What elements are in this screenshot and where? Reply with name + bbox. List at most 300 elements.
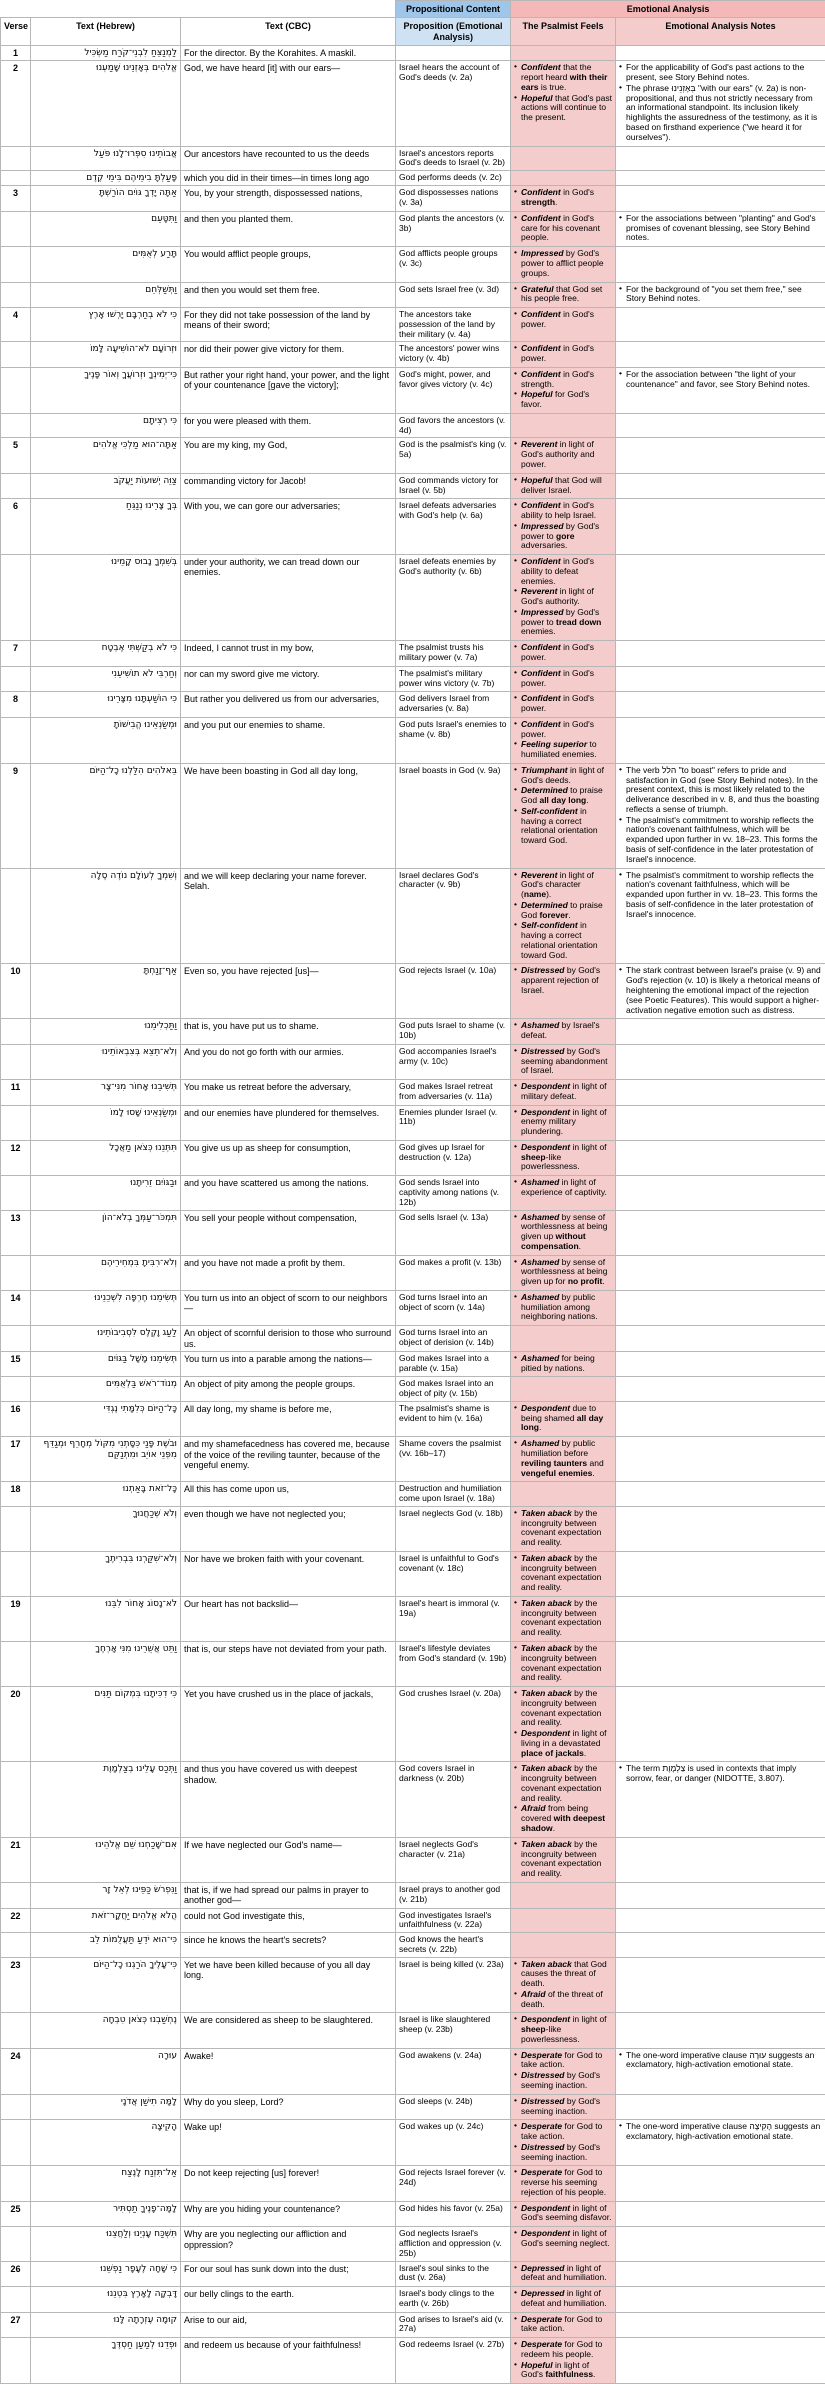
psalmist-feels-cell [511, 2338, 616, 2384]
table-row [1, 763, 825, 868]
proposition-text: God is the psalmist's king (v. 5a) [396, 438, 511, 473]
feeling-item: • Confident in God's care for his covenant people. [514, 214, 612, 243]
hebrew-text: מְנוֹד־רֹאשׁ בַּלְאֻמִּים [31, 1377, 181, 1402]
proposition-text: God redeems Israel (v. 27b) [396, 2338, 511, 2384]
verse-number: 5 [1, 438, 31, 473]
proposition-text: Israel is unfaithful to God's covenant (v. 18c) [396, 1551, 511, 1596]
cbc-text: You, by your strength, dispossessed nations, [181, 186, 396, 212]
column-header-notes: Emotional Analysis Notes [616, 18, 825, 46]
proposition-text: Shame covers the psalmist (vv. 16b–17) [396, 1437, 511, 1482]
proposition-text: Israel is being killed (v. 23a) [396, 1957, 511, 2013]
verse-number: 26 [1, 2261, 31, 2287]
column-header-feels: The Psalmist Feels [511, 18, 616, 46]
cbc-text: You turn us into a parable among the nations— [181, 1351, 396, 1377]
proposition-text: God covers Israel in darkness (v. 20b) [396, 1762, 511, 1837]
proposition-text: God investigates Israel's unfaithfulness (v. 22a) [396, 1908, 511, 1933]
table-row [1, 1908, 825, 1933]
emotional-analysis-notes-cell [616, 1837, 825, 1882]
emotional-analysis-notes-cell [616, 2312, 825, 2338]
feeling-item: • Ashamed by sense of worthlessness at being given up without compensation. [514, 1213, 612, 1252]
proposition-text: Israel defeats enemies by God's authority (v. 6b) [396, 555, 511, 641]
emotional-analysis-notes-cell [616, 46, 825, 61]
psalmist-feels-cell [511, 763, 616, 868]
note-item: • The stark contrast between Israel's praise (v. 9) and God's rejection (v. 10) is likely a rhetorical means of heightening the emotional impact of the rejection (see Poetic Features). This would support a higher-activation negative emotion such as distress. [619, 966, 822, 1015]
table-row [1, 1957, 825, 2013]
feeling-item: • Determined to praise God all day long. [514, 786, 612, 806]
feeling-item: • Depressed in light of defeat and humiliation. [514, 2264, 612, 2284]
hebrew-text: כִּי לֹא בְקַשְׁתִּי אֶבְטָח [31, 641, 181, 667]
cbc-text: since he knows the heart's secrets? [181, 1933, 396, 1958]
verse-number [1, 282, 31, 308]
note-item: • For the association between "the light of your countenance" and favor, see Story Behind notes. [619, 370, 822, 390]
hebrew-text: וּבֹשֶׁת פָּנַי כִּסָּתְנִי מִקּוֹל מְחָרֵף וּמְגַדֵּף מִפְּנֵי אוֹיֵב וּמִתְנַקֵּם [31, 1437, 181, 1482]
proposition-text: God plants the ancestors (v. 3b) [396, 211, 511, 246]
psalmist-feels-cell [511, 1837, 616, 1882]
verse-number [1, 342, 31, 368]
cbc-text: and we will keep declaring your name forever. Selah. [181, 868, 396, 964]
verse-number: 14 [1, 1290, 31, 1325]
psalmist-feels-cell [511, 342, 616, 368]
table-row [1, 2227, 825, 2261]
psalmist-feels-cell [511, 1482, 616, 1507]
feeling-item: • Despondent in light of military defeat. [514, 1082, 612, 1102]
table-row [1, 692, 825, 718]
verse-number [1, 2227, 31, 2261]
emotional-analysis-notes-cell [616, 473, 825, 499]
emotional-analysis-notes-cell [616, 2094, 825, 2120]
cbc-text: An object of scornful derision to those who surround us. [181, 1326, 396, 1352]
table-row [1, 1105, 825, 1140]
table-row [1, 2013, 825, 2048]
hebrew-text: לַמְנַצֵּחַ לִבְנֵי־קֹרַח מַשְׂכִּיל [31, 46, 181, 61]
feeling-item: • Ashamed by sense of worthlessness at being given up for no profit. [514, 1258, 612, 1287]
emotional-analysis-notes-cell [616, 367, 825, 413]
emotional-analysis-notes-cell [616, 171, 825, 186]
psalmist-feels-cell [511, 1908, 616, 1933]
feeling-item: • Determined to praise God forever. [514, 901, 612, 921]
feeling-item: • Hopeful that God will deliver Israel. [514, 476, 612, 496]
table-row [1, 1642, 825, 1687]
psalmist-feels-cell [511, 2094, 616, 2120]
hebrew-text: אִם־שָׁכַחְנוּ שֵׁם אֱלֹהֵינוּ [31, 1837, 181, 1882]
feeling-item: • Desperate for God to take action. [514, 2122, 612, 2142]
feeling-item: • Despondent in light of God's seeming disfavor. [514, 2204, 612, 2224]
feeling-item: • Confident in God's power. [514, 669, 612, 689]
psalmist-feels-cell [511, 1506, 616, 1551]
table-row [1, 2120, 825, 2166]
table-row [1, 2166, 825, 2201]
cbc-text: You give us up as sheep for consumption, [181, 1140, 396, 1175]
verse-number [1, 367, 31, 413]
psalmist-feels-cell [511, 2312, 616, 2338]
verse-number [1, 1933, 31, 1958]
header-group-emotional: Emotional Analysis [511, 1, 825, 18]
table-row [1, 1176, 825, 1210]
header-group-blank [1, 1, 396, 18]
psalmist-feels-cell [511, 2261, 616, 2287]
verse-number: 13 [1, 1210, 31, 1255]
proposition-text: Israel neglects God (v. 18b) [396, 1506, 511, 1551]
feeling-item: • Confident in God's power. [514, 344, 612, 364]
note-item: • For the background of "you set them free," see Story Behind notes. [619, 285, 822, 305]
emotional-analysis-notes-cell [616, 1105, 825, 1140]
proposition-text: God arises to Israel's aid (v. 27a) [396, 2312, 511, 2338]
hebrew-text: וַתֵּט אֲשֻׁרֵינוּ מִנִּי אָרְחֶךָ [31, 1642, 181, 1687]
table-header [1, 1, 825, 46]
verse-number [1, 868, 31, 964]
emotional-analysis-notes-cell [616, 342, 825, 368]
hebrew-text: לָמָּה תִישַׁן אֲדֹנָי [31, 2094, 181, 2120]
cbc-text: We are considered as sheep to be slaughtered. [181, 2013, 396, 2048]
psalmist-feels-cell [511, 1437, 616, 1482]
hebrew-text: לַעַג וָקֶלֶס לִסְבִיבוֹתֵינוּ [31, 1326, 181, 1352]
verse-number [1, 247, 31, 282]
psalmist-feels-cell [511, 1290, 616, 1325]
header-group-row [1, 1, 825, 18]
feeling-item: • Ashamed by Israel's defeat. [514, 1021, 612, 1041]
hebrew-text: בֵּאלֹהִים הִלַּלְנוּ כָל־הַיּוֹם [31, 763, 181, 868]
proposition-text: Israel declares God's character (v. 9b) [396, 868, 511, 964]
cbc-text: that is, if we had spread our palms in prayer to another god— [181, 1882, 396, 1908]
emotional-analysis-notes-cell [616, 2227, 825, 2261]
cbc-text: and you put our enemies to shame. [181, 717, 396, 763]
hebrew-text: וַתְּשַׁלְּחֵם [31, 282, 181, 308]
feeling-item: • Distressed by God's seeming inaction. [514, 2143, 612, 2163]
proposition-text: God hides his favor (v. 25a) [396, 2201, 511, 2227]
verse-number: 22 [1, 1908, 31, 1933]
verse-number: 4 [1, 308, 31, 342]
proposition-text: God awakens (v. 24a) [396, 2048, 511, 2094]
table-row [1, 1437, 825, 1482]
emotional-analysis-notes-cell [616, 308, 825, 342]
proposition-text: God sells Israel (v. 13a) [396, 1210, 511, 1255]
hebrew-text: אֲבוֹתֵינוּ סִפְּרוּ־לָנוּ פֹּעַל [31, 146, 181, 171]
feeling-item: • Taken aback by the incongruity between covenant expectation and reality. [514, 1644, 612, 1683]
table-row [1, 964, 825, 1019]
hebrew-text: וַתַּכְלִימֵנוּ [31, 1019, 181, 1045]
feeling-item: • Desperate for God to redeem his people. [514, 2340, 612, 2360]
table-row [1, 1837, 825, 1882]
cbc-text: Indeed, I cannot trust in my bow, [181, 641, 396, 667]
table-row [1, 413, 825, 438]
hebrew-text: קוּמָה עֶזְרָתָה לָּנוּ [31, 2312, 181, 2338]
proposition-text: God afflicts people groups (v. 3c) [396, 247, 511, 282]
feeling-item: • Distressed by God's seeming inaction. [514, 2097, 612, 2117]
hebrew-text: כִּי־עָלֶיךָ הֹרַגְנוּ כָל־הַיּוֹם [31, 1957, 181, 2013]
psalmist-feels-cell [511, 1687, 616, 1762]
hebrew-text: לָמָּה־פָנֶיךָ תַסְתִּיר [31, 2201, 181, 2227]
hebrew-text: וְשִׁמְךָ לְעוֹלָם נוֹדֶה סֶלָה [31, 868, 181, 964]
table-row [1, 2338, 825, 2384]
emotional-analysis-notes-cell [616, 247, 825, 282]
verse-number [1, 666, 31, 692]
hebrew-text: עוּרָה [31, 2048, 181, 2094]
hebrew-text: וּבַגּוֹיִם זֵרִיתָנוּ [31, 1176, 181, 1210]
hebrew-text: וְלֹא שְׁכַחֲנוּךָ [31, 1506, 181, 1551]
verse-number [1, 2094, 31, 2120]
hebrew-text: וְלֹא־שִׁקַּרְנוּ בִּבְרִיתֶךָ [31, 1551, 181, 1596]
cbc-text: and our enemies have plundered for themselves. [181, 1105, 396, 1140]
feeling-item: • Taken aback by the incongruity between covenant expectation and reality. [514, 1554, 612, 1593]
emotional-analysis-notes-cell [616, 413, 825, 438]
proposition-text: Israel's heart is immoral (v. 19a) [396, 1596, 511, 1641]
feeling-item: • Feeling superior to humiliated enemies. [514, 740, 612, 760]
psalmist-feels-cell [511, 692, 616, 718]
emotional-analysis-notes-cell [616, 1290, 825, 1325]
psalmist-feels-cell [511, 1377, 616, 1402]
table-row [1, 666, 825, 692]
proposition-text: God wakes up (v. 24c) [396, 2120, 511, 2166]
psalmist-feels-cell [511, 146, 616, 171]
hebrew-text: וַתְּכַס עָלֵינוּ בְצַלְמָוֶת [31, 1762, 181, 1837]
verse-number [1, 2287, 31, 2313]
psalmist-feels-cell [511, 1882, 616, 1908]
psalmist-feels-cell [511, 1957, 616, 2013]
cbc-text: that is, you have put us to shame. [181, 1019, 396, 1045]
feeling-item: • Desperate for God to take action. [514, 2315, 612, 2335]
hebrew-text: אֱלֹהִים בְּאָזְנֵינוּ שָׁמַעְנוּ [31, 61, 181, 146]
proposition-text: God knows the heart's secrets (v. 22b) [396, 1933, 511, 1958]
psalmist-feels-cell [511, 499, 616, 555]
feeling-item: • Impressed by God's power to afflict people groups. [514, 249, 612, 278]
proposition-text: God performs deeds (v. 2c) [396, 171, 511, 186]
proposition-text: God dispossesses nations (v. 3a) [396, 186, 511, 212]
hebrew-text: דָּבְקָה לָאָרֶץ בִּטְנֵנוּ [31, 2287, 181, 2313]
proposition-text [396, 46, 511, 61]
cbc-text: our belly clings to the earth. [181, 2287, 396, 2313]
verse-number [1, 1105, 31, 1140]
verse-number [1, 2338, 31, 2384]
table-row [1, 1687, 825, 1762]
cbc-text: Why are you neglecting our affliction and oppression? [181, 2227, 396, 2261]
column-header-hebrew: Text (Hebrew) [31, 18, 181, 46]
table-row [1, 342, 825, 368]
cbc-text: Do not keep rejecting [us] forever! [181, 2166, 396, 2201]
hebrew-text: צַוֵּה יְשׁוּעוֹת יַעֲקֹב [31, 473, 181, 499]
psalmist-feels-cell [511, 61, 616, 146]
emotional-analysis-notes-cell [616, 1957, 825, 2013]
proposition-text: God turns Israel into an object of derision (v. 14b) [396, 1326, 511, 1352]
feeling-item: • Taken aback by the incongruity between covenant expectation and reality. [514, 1840, 612, 1879]
emotional-analysis-notes-cell [616, 282, 825, 308]
feeling-item: • Reverent in light of God's character (name). [514, 871, 612, 900]
verse-number [1, 717, 31, 763]
feeling-item: • Impressed by God's power to tread down enemies. [514, 608, 612, 637]
feeling-item: • Triumphant in light of God's deeds. [514, 766, 612, 786]
psalmist-feels-cell [511, 1551, 616, 1596]
emotional-analysis-notes-cell [616, 2201, 825, 2227]
cbc-text: And you do not go forth with our armies. [181, 1044, 396, 1079]
feeling-item: • Desperate for God to reverse his seeming rejection of his people. [514, 2168, 612, 2197]
hebrew-text: תָּרַע לְאֻמִּים [31, 247, 181, 282]
psalmist-feels-cell [511, 1080, 616, 1106]
hebrew-text: תְּשִׂימֵנוּ חֶרְפָּה לִשְׁכֵנֵינוּ [31, 1290, 181, 1325]
hebrew-text: כִּי שָׁחָה לֶעָפָר נַפְשֵׁנוּ [31, 2261, 181, 2287]
cbc-text: You sell your people without compensation, [181, 1210, 396, 1255]
psalmist-feels-cell [511, 1210, 616, 1255]
hebrew-text: וְלֹא־רִבִּיתָ בִּמְחִירֵיהֶם [31, 1255, 181, 1290]
proposition-text: The ancestors take possession of the land by their military (v. 4a) [396, 308, 511, 342]
table-row [1, 2201, 825, 2227]
cbc-text: All day long, my shame is before me, [181, 1401, 396, 1436]
emotional-analysis-notes-cell [616, 2166, 825, 2201]
emotional-analysis-notes-cell [616, 1596, 825, 1641]
cbc-text: Awake! [181, 2048, 396, 2094]
proposition-text: Israel boasts in God (v. 9a) [396, 763, 511, 868]
psalmist-feels-cell [511, 1642, 616, 1687]
verse-number: 24 [1, 2048, 31, 2094]
proposition-text: Destruction and humiliation come upon Israel (v. 18a) [396, 1482, 511, 1507]
verse-number: 9 [1, 763, 31, 868]
emotional-analysis-notes-cell [616, 717, 825, 763]
verse-number: 19 [1, 1596, 31, 1641]
table-row [1, 1351, 825, 1377]
verse-number [1, 1255, 31, 1290]
feeling-item: • Confident in God's power. [514, 720, 612, 740]
verse-number [1, 2166, 31, 2201]
hebrew-text: כָּל־זֹאת בָּאַתְנוּ [31, 1482, 181, 1507]
proposition-text: God makes Israel into an object of pity (v. 15b) [396, 1377, 511, 1402]
proposition-text: Israel's lifestyle deviates from God's standard (v. 19b) [396, 1642, 511, 1687]
feeling-item: • Grateful that God set his people free. [514, 285, 612, 305]
psalmist-feels-cell [511, 438, 616, 473]
cbc-text: and you have not made a profit by them. [181, 1255, 396, 1290]
cbc-text: If we have neglected our God's name— [181, 1837, 396, 1882]
emotional-analysis-notes-cell [616, 1044, 825, 1079]
proposition-text: God's might, power, and favor gives victory (v. 4c) [396, 367, 511, 413]
emotional-analysis-notes-cell [616, 1140, 825, 1175]
proposition-text: God crushes Israel (v. 20a) [396, 1687, 511, 1762]
feeling-item: • Ashamed by public humiliation before reviling taunters and vengeful enemies. [514, 1439, 612, 1478]
cbc-text: and then you planted them. [181, 211, 396, 246]
feeling-item: • Hopeful that God's past actions will continue to the present. [514, 94, 612, 123]
psalmist-feels-cell [511, 2166, 616, 2201]
proposition-text: God rejects Israel (v. 10a) [396, 964, 511, 1019]
table-row [1, 46, 825, 61]
verse-number: 18 [1, 1482, 31, 1507]
cbc-text: and thus you have covered us with deepest shadow. [181, 1762, 396, 1837]
proposition-text: God makes Israel into a parable (v. 15a) [396, 1351, 511, 1377]
table-row [1, 555, 825, 641]
hebrew-text: כִּי הוֹשַׁעְתָּנוּ מִצָּרֵינוּ [31, 692, 181, 718]
table-row [1, 1551, 825, 1596]
feeling-item: • Confident in God's power. [514, 643, 612, 663]
table-row [1, 1255, 825, 1290]
verse-number [1, 2120, 31, 2166]
cbc-text: nor did their power give victory for them. [181, 342, 396, 368]
table-row [1, 2094, 825, 2120]
psalmist-feels-cell [511, 2048, 616, 2094]
feeling-item: • Self-confident in having a correct relational orientation toward God. [514, 807, 612, 846]
psalmist-feels-cell [511, 1044, 616, 1079]
psalmist-feels-cell [511, 1401, 616, 1436]
psalmist-feels-cell [511, 964, 616, 1019]
table-row [1, 1482, 825, 1507]
verse-number [1, 211, 31, 246]
psalmist-feels-cell [511, 367, 616, 413]
feeling-item: • Taken aback by the incongruity between covenant expectation and reality. [514, 1509, 612, 1548]
emotional-analysis-notes-cell [616, 2261, 825, 2287]
hebrew-text: תִּתְּנֵנוּ כְּצֹאן מַאֲכָל [31, 1140, 181, 1175]
cbc-text: Why do you sleep, Lord? [181, 2094, 396, 2120]
feeling-item: • Confident in God's strength. [514, 188, 612, 208]
note-item: • The one-word imperative clause עוּרָה suggests an exclamatory, high-activation emotional state. [619, 2051, 822, 2071]
emotional-analysis-notes-cell [616, 692, 825, 718]
psalmist-feels-cell [511, 868, 616, 964]
cbc-text: Our heart has not backslid— [181, 1596, 396, 1641]
proposition-text: The psalmist's military power wins victory (v. 7b) [396, 666, 511, 692]
cbc-text: With you, we can gore our adversaries; [181, 499, 396, 555]
emotional-analysis-notes-cell [616, 499, 825, 555]
psalmist-feels-cell [511, 2227, 616, 2261]
feeling-item: • Afraid from being covered with deepest shadow. [514, 1804, 612, 1833]
feeling-item: • Taken aback by the incongruity between covenant expectation and reality. [514, 1599, 612, 1638]
feeling-item: • Despondent in light of God's seeming neglect. [514, 2229, 612, 2249]
feeling-item: • Reverent in light of God's authority and power. [514, 440, 612, 469]
header-group-propositional: Propositional Content [396, 1, 511, 18]
emotional-analysis-notes-cell [616, 1351, 825, 1377]
feeling-item: • Confident in God's ability to help Israel. [514, 501, 612, 521]
table-row [1, 1933, 825, 1958]
cbc-text: You turn us into an object of scorn to our neighbors— [181, 1290, 396, 1325]
cbc-text: commanding victory for Jacob! [181, 473, 396, 499]
emotional-analysis-notes-cell [616, 1326, 825, 1352]
emotional-analysis-notes-cell [616, 2287, 825, 2313]
hebrew-text: וְלֹא־תֵצֵא בְּצִבְאוֹתֵינוּ [31, 1044, 181, 1079]
proposition-text: God favors the ancestors (v. 4d) [396, 413, 511, 438]
emotional-analysis-notes-cell [616, 1401, 825, 1436]
emotional-analysis-notes-cell [616, 1176, 825, 1210]
emotional-analysis-notes-cell [616, 1210, 825, 1255]
feeling-item: • Depressed in light of defeat and humiliation. [514, 2289, 612, 2309]
emotional-analysis-notes-cell [616, 2013, 825, 2048]
emotional-analysis-notes-cell [616, 438, 825, 473]
note-item: • The psalmist's commitment to worship reflects the nation's covenant faithfulness, which will be expanded upon further in vv. 18–23. This forms the basis of self-confidence in the later protestation of Israel's innocence. [619, 816, 822, 865]
verse-number: 3 [1, 186, 31, 212]
verse-number: 25 [1, 2201, 31, 2227]
cbc-text: You make us retreat before the adversary, [181, 1080, 396, 1106]
proposition-text: God neglects Israel's affliction and oppression (v. 25b) [396, 2227, 511, 2261]
psalmist-feels-cell [511, 2013, 616, 2048]
verse-number: 8 [1, 692, 31, 718]
table-row [1, 499, 825, 555]
hebrew-text: אַף־זָנַחְתָּ [31, 964, 181, 1019]
proposition-text: Israel's ancestors reports God's deeds to Israel (v. 2b) [396, 146, 511, 171]
cbc-text: God, we have heard [it] with our ears— [181, 61, 396, 146]
psalmist-feels-cell [511, 1255, 616, 1290]
note-item: • For the applicability of God's past actions to the present, see Story Behind notes. [619, 63, 822, 83]
hebrew-text: נֶחְשַׁבְנוּ כְּצֹאן טִבְחָה [31, 2013, 181, 2048]
table-row [1, 2048, 825, 2094]
psalmist-feels-cell [511, 308, 616, 342]
proposition-text: God sets Israel free (v. 3d) [396, 282, 511, 308]
verse-number: 1 [1, 46, 31, 61]
proposition-text: God accompanies Israel's army (v. 10c) [396, 1044, 511, 1079]
hebrew-text: תִּשְׁכַּח עָנְיֵנוּ וְלַחֲצֵנוּ [31, 2227, 181, 2261]
verse-number [1, 1326, 31, 1352]
emotional-analysis-notes-cell [616, 763, 825, 868]
table-row [1, 1882, 825, 1908]
psalmist-feels-cell [511, 2120, 616, 2166]
cbc-text: even though we have not neglected you; [181, 1506, 396, 1551]
cbc-text: We have been boasting in God all day long, [181, 763, 396, 868]
table-row [1, 1080, 825, 1106]
psalmist-feels-cell [511, 282, 616, 308]
feeling-item: • Despondent in light of living in a devastated place of jackals. [514, 1729, 612, 1758]
hebrew-text: תְּשִׂימֵנוּ מָשָׁל בַּגּוֹיִם [31, 1351, 181, 1377]
verse-number: 11 [1, 1080, 31, 1106]
psalmist-feels-cell [511, 641, 616, 667]
